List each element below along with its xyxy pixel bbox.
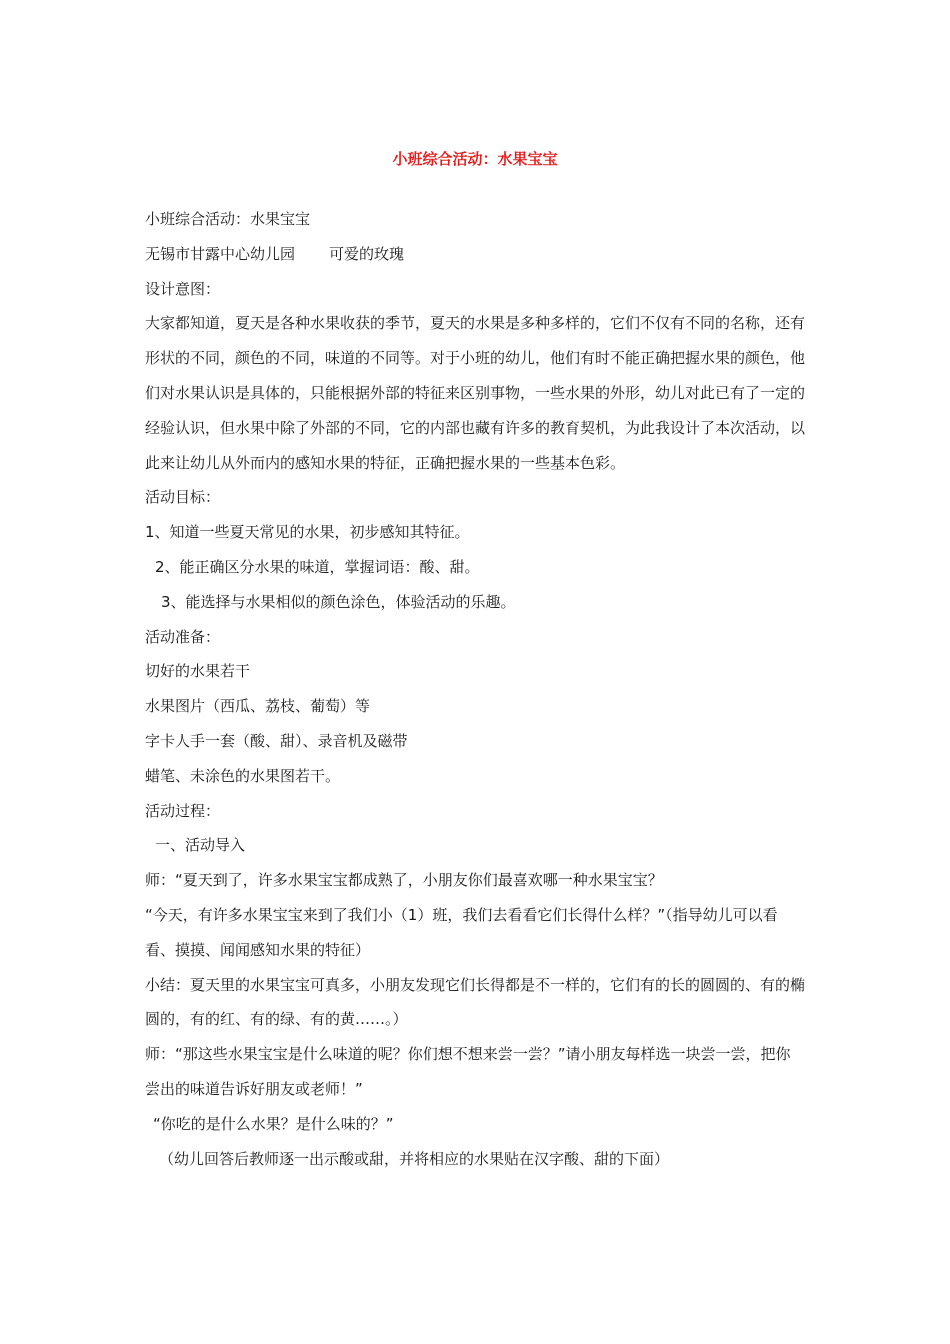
document-body bbox=[145, 202, 805, 1176]
process-paragraph-2: “今天，有许多水果宝宝来到了我们小（1）班，我们去看看它们长得什么样？”（指导幼儿可以看看、摸摸、闻闻感知水果的特征） bbox=[145, 905, 778, 959]
prep-item-1: 切好的水果若干 bbox=[145, 662, 251, 681]
process-paragraph-4: 师：“那这些水果宝宝是什么味道的呢？你们想不想来尝一尝？”请小朋友每样选一块尝一尝，把你尝出的味道告诉好朋友或老师！” bbox=[145, 1045, 791, 1098]
prep-heading: 活动准备： bbox=[145, 627, 221, 646]
author-line bbox=[145, 237, 805, 272]
subtitle-line: 小班综合活动：水果宝宝 bbox=[145, 210, 311, 228]
process-section-1: 一、活动导入 bbox=[155, 836, 246, 855]
goal-item-3: 3、能选择与水果相似的颜色涂色，体验活动的乐趣。 bbox=[161, 592, 516, 611]
goals-heading: 活动目标： bbox=[145, 488, 221, 507]
prep-item-2: 水果图片（西瓜、荔枝、葡萄）等 bbox=[145, 697, 371, 716]
process-paragraph-5: “你吃的是什么水果？是什么味的？” bbox=[153, 1114, 394, 1133]
author-school: 无锡市甘露中心幼儿园 bbox=[145, 244, 296, 263]
author-name: 可爱的玫瑰 bbox=[329, 244, 405, 263]
prep-item-4: 蜡笔、未涂色的水果图若干。 bbox=[145, 766, 341, 785]
goal-item-1: 1、知道一些夏天常见的水果，初步感知其特征。 bbox=[145, 523, 470, 542]
prep-item-3: 字卡人手一套（酸、甜）、录音机及磁带 bbox=[145, 731, 408, 750]
process-heading: 活动过程： bbox=[145, 801, 221, 820]
design-heading: 设计意图： bbox=[145, 279, 221, 298]
process-paragraph-1: 师：“夏天到了，许多水果宝宝都成熟了，小朋友你们最喜欢哪一种水果宝宝？ bbox=[145, 871, 663, 890]
process-paragraph-6: （幼儿回答后教师逐一出示酸或甜，并将相应的水果贴在汉字酸、甜的下面） bbox=[159, 1149, 670, 1168]
goal-item-2: 2、能正确区分水果的味道，掌握词语：酸、甜。 bbox=[155, 557, 480, 576]
document-title: 小班综合活动：水果宝宝 bbox=[392, 150, 558, 168]
design-paragraph: 大家都知道，夏天是各种水果收获的季节，夏天的水果是多种多样的，它们不仅有不同的名称，还有形状的不同，颜色的不同，味道的不同等。对于小班的幼儿，他们有时不能正确把握水果的颜色，他们对水果认识是具体的，只能根据外部的特征来区别事物，一些水果的外形，幼儿对此已有了一定的经验认识，但水果中除了外部的不同，它的内部也藏有许多的教育契机，为此我设计了本次活动，以此来让幼儿从外而内的感知水果的特征，正确把握水果的一些基本色彩。 bbox=[145, 314, 806, 472]
process-paragraph-3: 小结：夏天里的水果宝宝可真多，小朋友发现它们长得都是不一样的，它们有的长的圆圆的、有的椭圆的，有的红、有的绿、有的黄……。） bbox=[145, 975, 806, 1029]
